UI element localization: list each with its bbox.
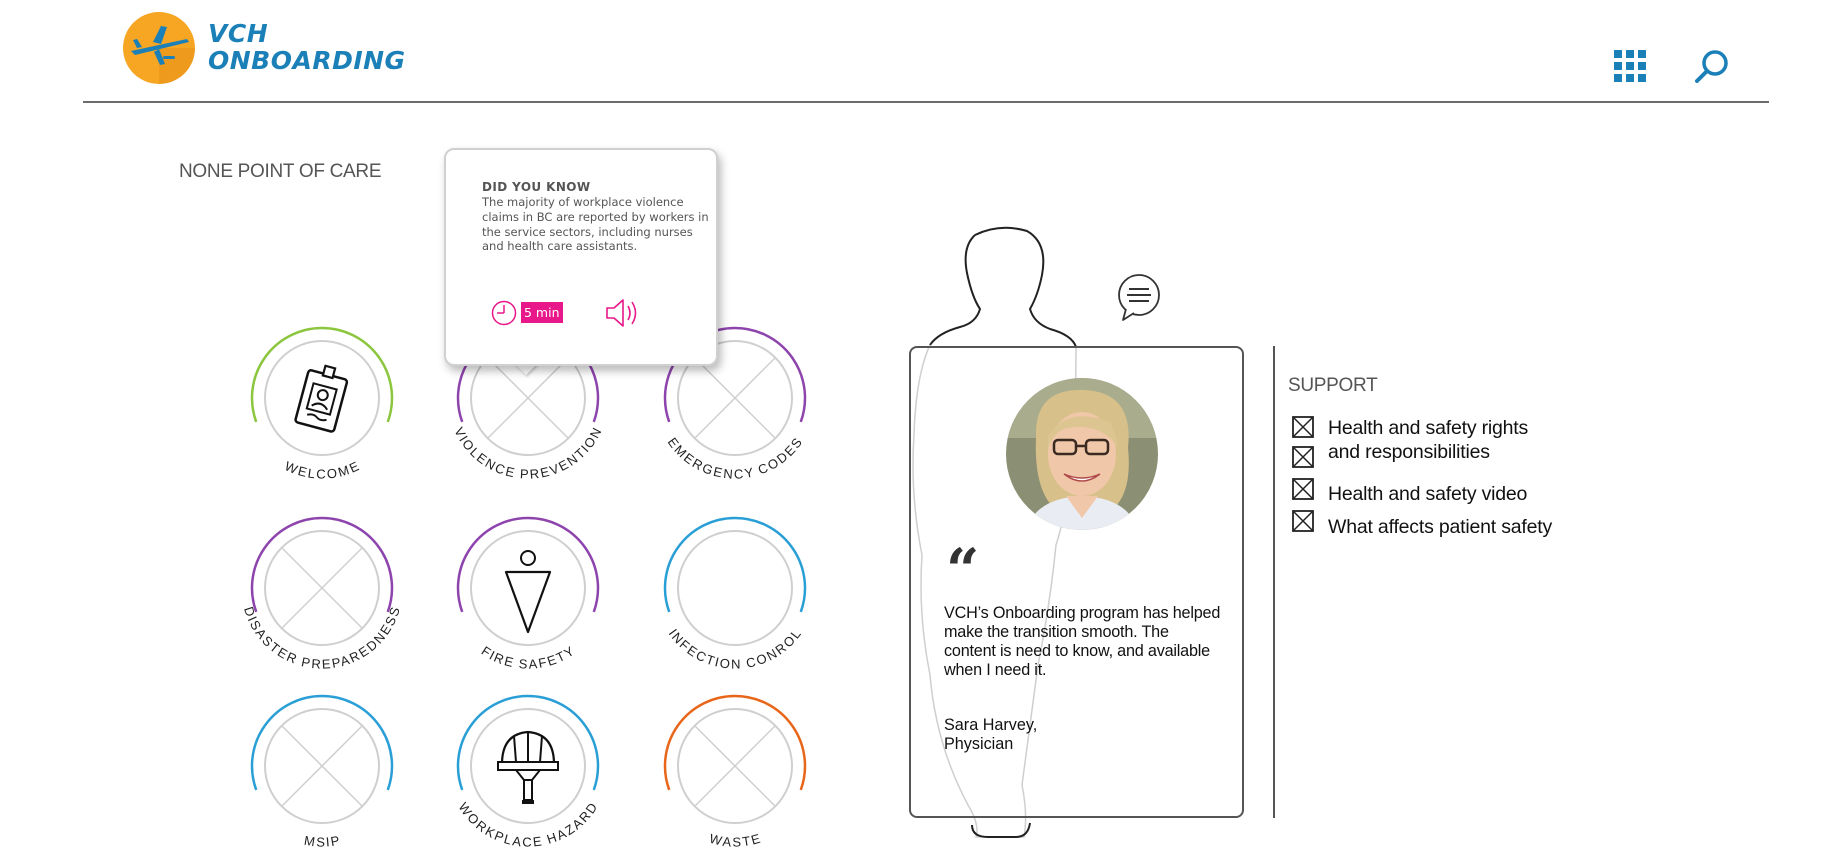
brand-line-2: ONBOARDING xyxy=(208,46,406,75)
module-label: INFECTION CONROL xyxy=(665,626,805,672)
module-label: VIOLENCE PREVENTION xyxy=(451,424,605,482)
support-item-label: What affects patient safety xyxy=(1328,516,1553,538)
duration-badge: 5 min xyxy=(521,302,563,323)
avatar xyxy=(1006,378,1158,530)
vch-logo[interactable] xyxy=(123,12,195,84)
module-infection-conrol[interactable] xyxy=(655,508,815,672)
module-msip[interactable] xyxy=(242,686,402,850)
module-fire-safety[interactable] xyxy=(448,508,608,672)
brand-wordmark[interactable] xyxy=(208,20,406,74)
plane-logo-icon xyxy=(123,12,195,84)
support-item-label: and responsibilities xyxy=(1328,441,1490,463)
brand-line-1: VCH xyxy=(208,19,269,48)
apps-grid-icon[interactable] xyxy=(1614,50,1646,82)
module-label: WORKPLACE HAZARD xyxy=(455,799,601,850)
module-label: FIRE SAFETY xyxy=(478,643,578,672)
speaker-icon[interactable] xyxy=(604,296,642,330)
header-divider xyxy=(83,101,1769,103)
did-you-know-tooltip xyxy=(444,148,718,366)
checkbox-x-icon xyxy=(1292,510,1314,532)
support-item-label: Health and safety rights xyxy=(1328,417,1529,439)
checkbox-x-icon xyxy=(1292,478,1314,500)
module-label: MSIP xyxy=(303,832,342,850)
module-label: WELCOME xyxy=(282,458,362,482)
section-title: NONE POINT OF CARE xyxy=(179,161,382,182)
module-label: DISASTER PREPAREDNESS xyxy=(241,604,403,672)
module-waste[interactable] xyxy=(655,686,815,850)
module-label: WASTE xyxy=(707,830,763,850)
module-label: EMERGENCY CODES xyxy=(664,434,806,482)
clock-icon xyxy=(491,300,517,326)
support-title: SUPPORT xyxy=(1288,375,1378,396)
tooltip-body: The majority of workplace violence claims in BC are reported by workers in the service sectors, including nurses and health care assistants. xyxy=(482,195,709,254)
author-role: Physician xyxy=(944,735,1014,753)
support-item-label: Health and safety video xyxy=(1328,483,1528,505)
module-workplace-hazard[interactable] xyxy=(448,686,608,850)
chat-bubble-icon[interactable] xyxy=(1116,274,1162,324)
tooltip-heading: DID YOU KNOW xyxy=(482,180,591,194)
testimonial-quote: VCH’s Onboarding program has helped make the transition smooth. The content is need to know, and available when I need it. xyxy=(944,604,1221,679)
checkbox-x-icon xyxy=(1292,446,1314,468)
module-circle xyxy=(678,531,792,645)
support-divider xyxy=(1273,346,1275,818)
author-name: Sara Harvey, xyxy=(944,716,1038,734)
search-icon[interactable] xyxy=(1694,48,1730,84)
module-disaster-preparedness[interactable] xyxy=(241,508,403,672)
quote-mark: “ xyxy=(946,536,980,604)
checkbox-x-icon xyxy=(1292,416,1314,438)
module-welcome[interactable] xyxy=(242,318,402,482)
